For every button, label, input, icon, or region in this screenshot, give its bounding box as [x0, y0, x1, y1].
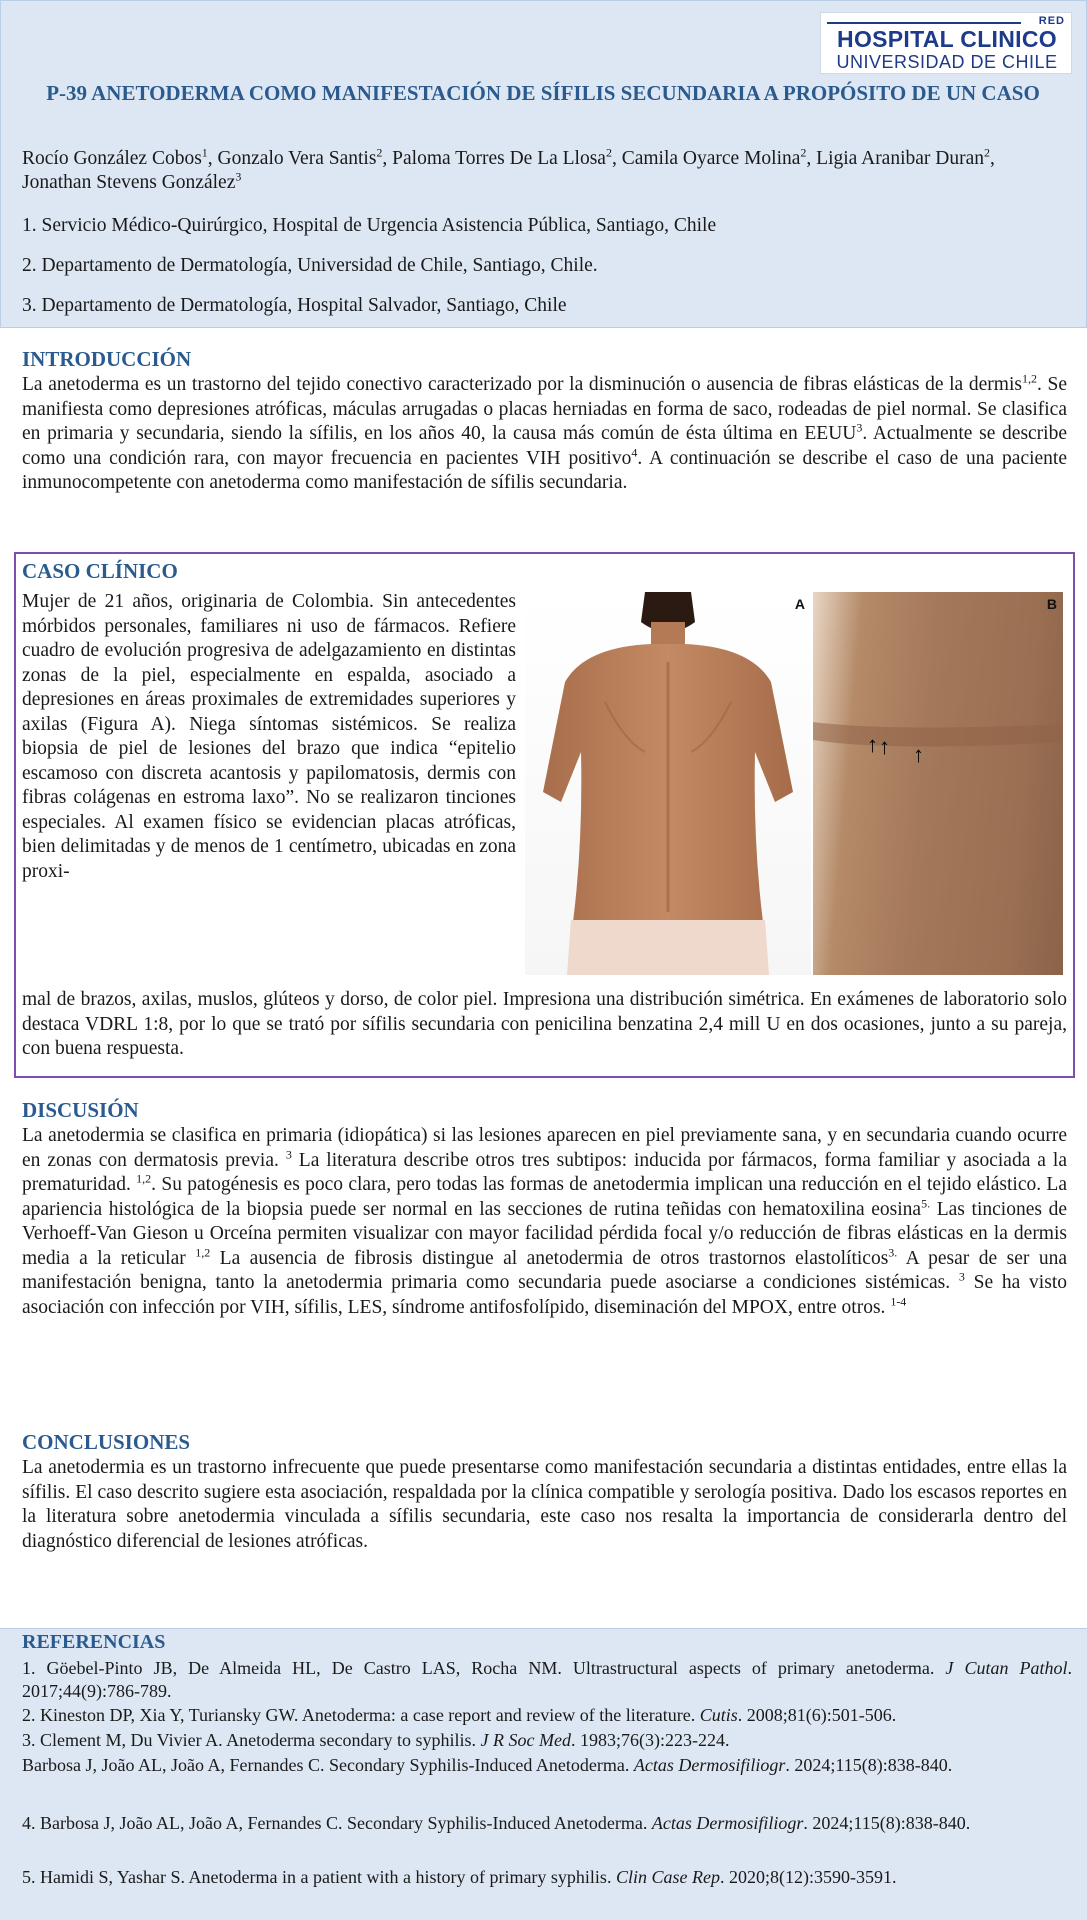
figure-panel-a-back-photo — [525, 592, 811, 975]
conclusions-paragraph: La anetodermia es un trastorno infrecuente que puede presentarse como manifestación secundaria a distintas entidades, entre ellas la sífilis. El caso descrito sugiere esta asociación, respaldada por la clínica compatible y serología positiva. Dado los escasos reportes en la literatura sobre anetodermia vinculada a sífilis secundaria, este caso nos resalta la importancia de considerarla dentro del diagnóstico diferencial de lesiones atróficas. — [22, 1457, 1067, 1552]
author-name: Paloma Torres De La Llosa — [392, 148, 606, 169]
reference-journal: Actas Dermosifiliogr — [651, 1813, 804, 1833]
reference-item — [22, 1866, 1072, 1889]
discussion-paragraph — [22, 1124, 1067, 1320]
author-name: Ligia Aranibar Duran — [816, 148, 985, 169]
author-sup: 2 — [605, 145, 612, 160]
back-illustration — [525, 592, 811, 975]
discussion-heading: DISCUSIÓN — [22, 1098, 139, 1122]
reference-text: 1. Göebel-Pinto JB, De Almeida HL, De Castro LAS, Rocha NM. Ultrastructural aspects of primary anetoderma. — [22, 1658, 946, 1678]
affiliation-3: 3. Departamento de Dermatología, Hospital Salvador, Santiago, Chile — [22, 295, 567, 316]
reference-text: . 1983;76(3):223-224. — [571, 1730, 730, 1750]
author-name: Gonzalo Vera Santis — [217, 148, 377, 169]
reference-text: 3. Clement M, Du Vivier A. Anetoderma secondary to syphilis. — [22, 1730, 481, 1750]
citation: 3 — [285, 1147, 292, 1161]
arrow-icon: ↑ — [913, 742, 924, 767]
citation: 1,2 — [195, 1245, 211, 1259]
discussion-text: La anetodermia se clasifica en primaria (idiopática) si las lesiones aparecen en piel previamente sana, y en secundaria cuando ocurre en zonas con dermatosis previa. — [22, 1125, 1067, 1171]
affiliation-2: 2. Departamento de Dermatología, Universidad de Chile, Santiago, Chile. — [22, 255, 598, 276]
intro-text: La anetoderma es un trastorno del tejido conectivo caracterizado por la disminución o ausencia de fibras elásticas de la dermis — [22, 374, 1022, 395]
logo-main-text: HOSPITAL CLINICO — [837, 26, 1057, 52]
logo-bar — [827, 22, 1021, 24]
author-list: Rocío González Cobos$^1$, Gonzalo Vera Santis$^2$, Paloma Torres De La Llosa$^2$, Camila Oyarce Molina$^2$, Ligia Aranibar Duran$^2$, Jonathan Stevens González$^3$ — [22, 145, 995, 193]
reference-text: . 2024;115(8):838-840. — [803, 1813, 971, 1833]
intro-text: . Se manifiesta como depresiones atróficas, máculas arrugadas o placas herniadas en forma de saco, rodeadas de piel normal. Se clasifica en primaria y secundaria, siendo la sífilis, en los años 40, la causa más común de ésta última en EEUU — [22, 374, 1068, 444]
author-sup: 2 — [984, 145, 991, 160]
intro-text: . A continuación se describe el caso de una paciente inmunocompetente con anetoderma como manifestación de sífilis secundaria. — [22, 447, 1067, 493]
author-sup: 2 — [800, 145, 807, 160]
discussion-text: La literatura describe otros tres subtipos: inducida por fármacos, forma familiar y asociada a la prematuridad. — [22, 1149, 1067, 1195]
discussion-text: Las tinciones de Verhoeff-Van Gieson u Orceína permiten visualizar con mayor facilidad pérdida focal y/o reducción de fibras elásticas en la dermis media a la reticular — [22, 1198, 1067, 1269]
reference-text: . 2024;115(8):838-840. — [785, 1755, 953, 1775]
reference-text: . 2008;81(6):501-506. — [737, 1705, 897, 1725]
logo-red-label: RED — [1038, 15, 1065, 27]
reference-journal: Clin Case Rep — [615, 1867, 720, 1887]
author-sup: 2 — [376, 145, 383, 160]
author-sup: 1 — [201, 145, 208, 160]
discussion-text: A pesar de ser una manifestación benigna, tanto la anetodermia primaria como secundaria puede asociarse a condiciones sistémicas. — [22, 1247, 1067, 1293]
intro-text: . Actualmente se describe como una condición rara, con mayor frecuencia en pacientes VIH positivo — [22, 423, 1068, 469]
reference-item — [22, 1657, 1072, 1703]
reference-text: 5. Hamidi S, Yashar S. Anetoderma in a patient with a history of primary syphilis. — [22, 1867, 616, 1887]
reference-item — [22, 1704, 1072, 1727]
reference-item — [22, 1754, 1072, 1777]
intro-heading: INTRODUCCIÓN — [22, 347, 192, 371]
citation: 3 — [856, 420, 863, 435]
citation: 3. — [888, 1245, 898, 1259]
reference-journal: Actas Dermosifiliogr — [633, 1755, 786, 1775]
reference-text: Barbosa J, João AL, João A, Fernandes C. Secondary Syphilis-Induced Anetoderma. — [22, 1755, 634, 1775]
reference-item — [22, 1812, 1072, 1835]
affiliation-1: 1. Servicio Médico-Quirúrgico, Hospital de Urgencia Asistencia Pública, Santiago, Chile — [22, 215, 717, 236]
author-sup: 3 — [235, 169, 242, 184]
discussion-text: La ausencia de fibrosis distingue al anetodermia de otros trastornos elastolíticos — [210, 1247, 889, 1269]
case-text-bottom: mal de brazos, axilas, muslos, glúteos y dorso, de color piel. Impresiona una distribución simétrica. En exámenes de laboratorio solo destaca VDRL 1:8, por lo que se trató por sífilis secundaria con penicilina benzatina 2,4 mill U en dos ocasiones, junto a su pareja, con buena respuesta. — [22, 989, 1067, 1059]
reference-journal: J R Soc Med — [480, 1730, 571, 1750]
figure-label-a: A — [794, 596, 805, 612]
reference-text: . 2020;8(12):3590-3591. — [719, 1867, 897, 1887]
conclusions-heading: CONCLUSIONES — [22, 1430, 191, 1454]
citation: 1-4 — [890, 1294, 907, 1308]
case-text-top: Mujer de 21 años, originaria de Colombia. Sin antecedentes mórbidos personales, familiares ni uso de fármacos. Refiere cuadro de evolución progresiva de adelgazamiento en distintas zonas de la piel, especialmente en espalda, asociado a depresiones en áreas proximales de extremidades superiores y axilas (Figura A). Niega síntomas sistémicos. Se realiza biopsia de piel de lesiones del brazo que indica “epitelio escamoso con discreta acantosis y papilomatosis, dermis con fibras colágenas en estroma laxo”. No se realizaron tinciones especiales. Al examen físico se evidencian placas atróficas, bien delimitadas y de menos de 1 centímetro, ubicadas en zona proxi- — [22, 591, 516, 882]
citation: 3 — [958, 1269, 965, 1284]
figure-label-b: B — [1046, 596, 1057, 612]
poster-title: P-39 ANETODERMA COMO MANIFESTACIÓN DE SÍFILIS SECUNDARIA A PROPÓSITO DE UN CASO — [46, 81, 1040, 105]
reference-text: . 2017;44(9):786-789. — [22, 1658, 1072, 1701]
case-heading: CASO CLÍNICO — [22, 559, 178, 583]
discussion-text: Se ha visto asociación con infección por VIH, sífilis, LES, síndrome antifosfolípido, diseminación del MPOX, entre otros. — [22, 1272, 1067, 1318]
reference-text: 2. Kineston DP, Xia Y, Turiansky GW. Anetoderma: a case report and review of the literature. — [22, 1705, 700, 1725]
author-name: Rocío González Cobos — [22, 148, 202, 169]
reference-item — [22, 1729, 1072, 1752]
citation: 5. — [921, 1196, 931, 1210]
intro-paragraph — [22, 373, 1067, 496]
logo-sub-text: UNIVERSIDAD DE CHILE — [836, 52, 1058, 72]
citation: 1,2 — [1021, 371, 1037, 386]
citation: 1,2 — [136, 1171, 152, 1186]
citation: 4 — [631, 445, 638, 459]
hospital-logo — [820, 12, 1072, 74]
author-name: Camila Oyarce Molina — [621, 148, 801, 169]
discussion-text: . Su patogénesis es poco clara, pero todas las formas de anetodermia implican una reducción en el tejido elástico. La apariencia histológica de la biopsia puede ser normal en las secciones de rutina teñidas con hematoxilina eosina — [22, 1174, 1067, 1220]
arrow-icon: ↑ — [879, 734, 890, 759]
reference-journal: Cutis — [699, 1705, 738, 1725]
arrow-icon: ↑ — [867, 732, 878, 757]
arm-illustration — [813, 592, 1063, 975]
author-name: Jonathan Stevens González — [22, 172, 236, 193]
reference-journal: J Cutan Pathol — [945, 1658, 1068, 1678]
references-heading: REFERENCIAS — [22, 1631, 166, 1653]
clinical-figure — [525, 592, 1063, 975]
reference-text: 4. Barbosa J, João AL, João A, Fernandes C. Secondary Syphilis-Induced Anetoderma. — [22, 1813, 652, 1833]
figure-panel-b-arm-photo — [813, 592, 1063, 975]
